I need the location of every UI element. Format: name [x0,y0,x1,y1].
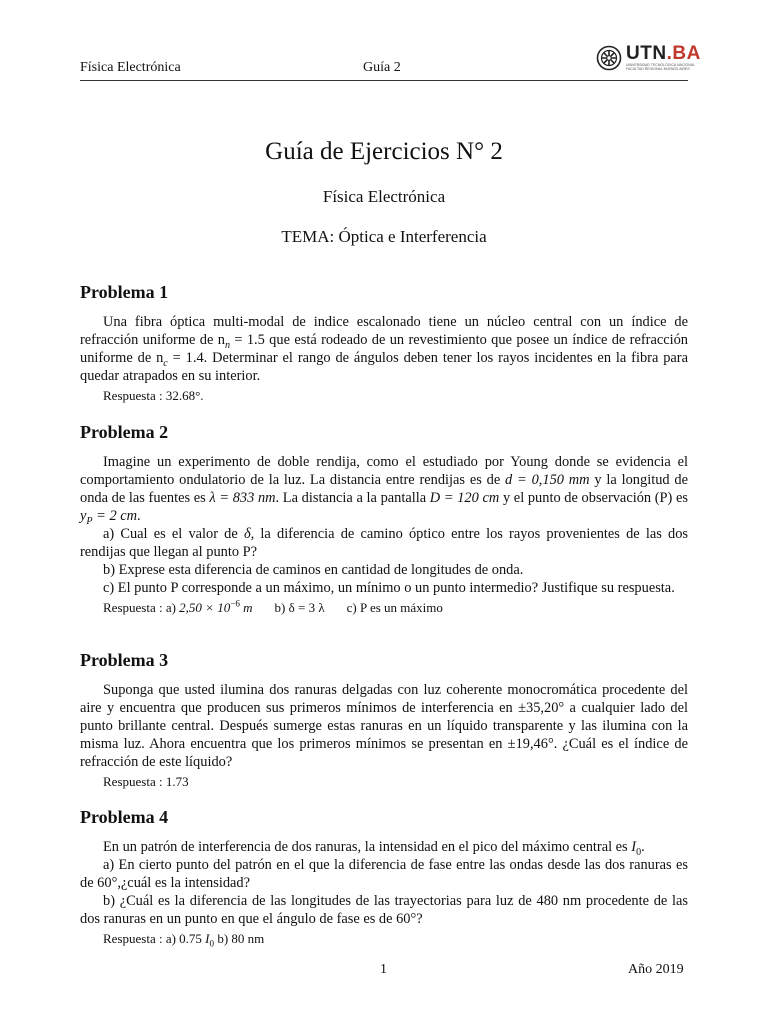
utn-emblem-icon [596,45,622,71]
page-subtitle: Física Electrónica [322,187,446,206]
problem-2-text: Imagine un experimento de doble rendija, como el estudiado por Young donde se evidencia el comportamiento ondulatorio de la luz. La distancia entre rendijas es de d = 0,150 mm y la longitud de onda de las fuentes es λ = 833 nm. La distancia a la pantalla D = 120 cm y el punto de observación (P) es $y_P = 2$ cm. [80,454,688,527]
problem-4-item-b: b) ¿Cuál es la diferencia de las longitudes de las trayectorias para luz de 480 nm procedente de las dos ranuras en un punto en que el ángulo de fase es de 60°? [80,893,688,927]
logo-brand-main: UTN [626,43,667,64]
problem-2-item-c: c) El punto P corresponde a un máximo, un mínimo o un punto intermedio? Justifique su respuesta. [103,580,675,596]
logo-subtitle: UNIVERSIDAD TECNOLÓGICA NACIONAL FACULTAD REGIONAL BUENOS AIRES [626,63,695,72]
problem-1-answer: Respuesta : 32.68°. [103,388,204,403]
problem-4-answer: Respuesta : a) 0.75 $I_0$ b) 80 nm [103,931,265,949]
problem-3-heading: Problema 3 [80,650,169,670]
problem-1-text: Una fibra óptica multi-modal de indice escalonado tiene un núcleo central con un índice de refracción uniforme de $n_n = 1.5$ que está rodeado de un revestimiento que posee un índice de refracción uniforme de $n_c = 1.4$. Determinar el rango de ángulos deben tener los rayos incidentes en la fibra para quedar atrapados en su interior. [80,314,688,384]
problem-3 [80,649,688,791]
footer-year: Año 2019 [628,962,684,977]
utn-ba-logo [596,44,701,71]
problem-2-item-a: a) Cual es el valor de δ, la diferencia de camino óptico entre los rayos provenientes de las dos rendijas que llegan al punto P? [80,526,688,560]
problem-3-answer: Respuesta : 1.73 [103,774,189,789]
page-topic: TEMA: Óptica e Interferencia [281,227,487,246]
header-rule [80,80,688,81]
page-title: Guía de Ejercicios N° 2 [265,138,503,165]
page-header [80,43,701,82]
problem-4-heading: Problema 4 [80,807,169,827]
logo-brand-suffix: .BA [666,43,701,64]
problem-2-heading: Problema 2 [80,422,169,442]
problem-4-item-a: a) En cierto punto del patrón en el que la diferencia de fase entre las ondas desde las dos ranuras es de 60°,¿cuál es la intensidad? [80,857,688,891]
problem-3-text: Suponga que usted ilumina dos ranuras delgadas con luz coherente monocromática procedente del aire y encuentra que producen sus primeros mínimos de interferencia en ±35,20° a cualquier lado del punto brillante central. Después sumerge estas ranuras en un líquido transparente y las ilumina con la misma luz. Ahora encuentra que los primeros mínimos se presentan en ±19,46°. ¿Cuál es el índice de refracción de este líquido? [80,682,688,770]
problem-2-answer: Respuesta : a) $2,50 \times 10^{-6}$ m b) δ = 3 λ c) P es un máximo [103,598,443,615]
problem-1-heading: Problema 1 [80,282,169,302]
problem-4-text: En un patrón de interferencia de dos ranuras, la intensidad en el pico del máximo central es $I_0$. [103,839,645,858]
header-guide: Guía 2 [363,60,401,75]
page-number: 1 [380,962,387,977]
problem-4 [80,806,688,948]
problem-2-item-b: b) Exprese esta diferencia de caminos en cantidad de longitudes de onda. [103,562,524,578]
problem-2 [80,421,688,617]
problem-1 [80,281,688,405]
header-subject: Física Electrónica [80,60,181,75]
